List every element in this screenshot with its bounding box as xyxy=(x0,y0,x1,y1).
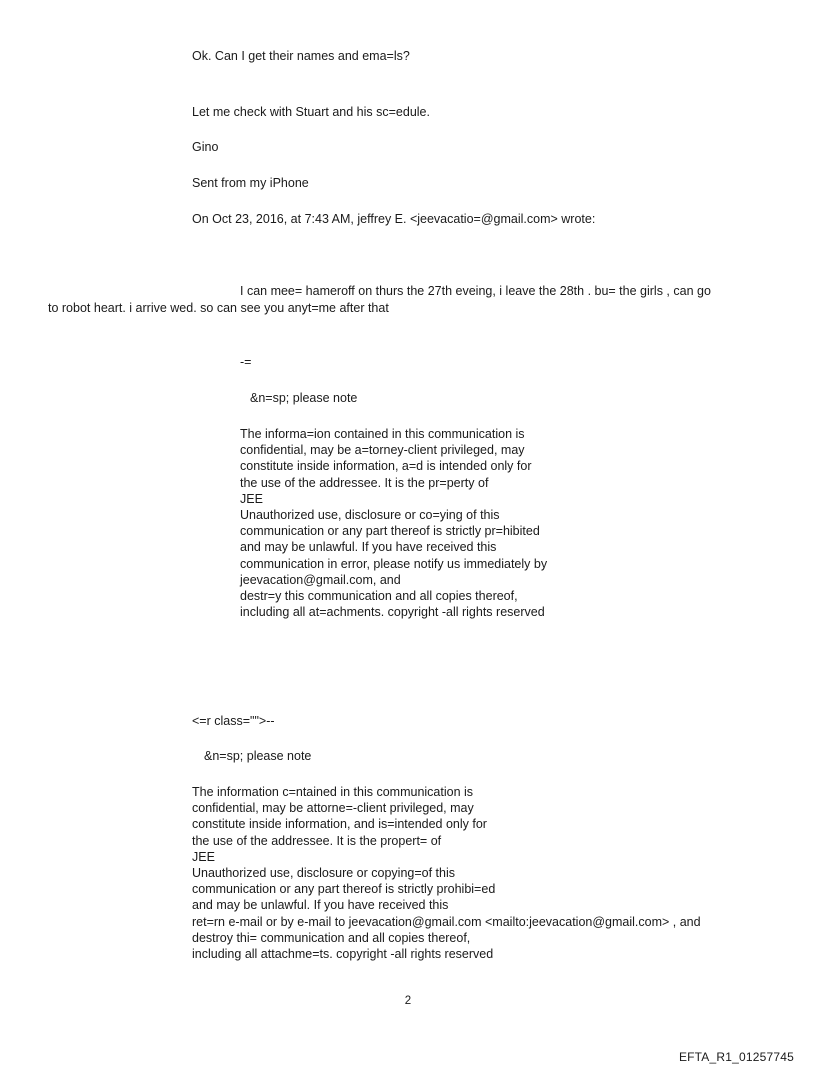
quoted-line-2: to robot heart. i arrive wed. so can see you anyt=me after that xyxy=(48,301,389,315)
disclaimer-2-marker: <=r class="">-- xyxy=(192,714,275,728)
signature: Gino xyxy=(192,140,219,154)
disclaimer-2-line: communication or any part thereof is strictly prohibi=ed xyxy=(192,882,496,897)
disclaimer-2-body xyxy=(192,784,701,962)
quote-header: On Oct 23, 2016, at 7:43 AM, jeffrey E. <jeevacatio=@gmail.com> wrote: xyxy=(192,212,596,226)
disclaimer-2-line: the use of the addressee. It is the propert= of xyxy=(192,833,442,848)
disclaimer-1-line: confidential, may be a=torney-client privileged, may xyxy=(240,443,525,458)
disclaimer-2-line: Unauthorized use, disclosure or copying=of this xyxy=(192,866,455,881)
quoted-line-1: I can mee= hameroff on thurs the 27th eveing, i leave the 28th . bu= the girls , can go xyxy=(240,284,711,298)
disclaimer-1-line: The informa=ion contained in this communication is xyxy=(240,427,525,441)
disclaimer-1-line: constitute inside information, a=d is intended only for xyxy=(240,459,532,474)
disclaimer-2-line: The information c=ntained in this communication is xyxy=(192,785,474,799)
disclaimer-1-line: the use of the addressee. It is the pr=perty of xyxy=(240,475,489,490)
reply-check: Let me check with Stuart and his sc=edule. xyxy=(192,105,430,119)
disclaimer-2-line: ret=rn e-mail or by e-mail to jeevacation@gmail.com <mailto:jeevacation@gmail.com> , and xyxy=(192,914,701,929)
disclaimer-1-line: and may be unlawful. If you have received this xyxy=(240,540,497,555)
disclaimer-2-line: destroy thi= communication and all copies thereof, xyxy=(192,930,471,945)
page-number: 2 xyxy=(404,995,412,1007)
disclaimer-2-heading: &n=sp; please note xyxy=(204,749,312,763)
disclaimer-1-body xyxy=(240,426,547,620)
disclaimer-2-line: and may be unlawful. If you have received this xyxy=(192,898,449,913)
bates-id: EFTA_R1_01257745 xyxy=(678,1050,794,1064)
disclaimer-1-line: destr=y this communication and all copies thereof, xyxy=(240,589,518,604)
disclaimer-2-line: confidential, may be attorne=-client privileged, may xyxy=(192,801,474,816)
disclaimer-1-marker: -= xyxy=(240,355,252,369)
disclaimer-2-line: constitute inside information, and is=intended only for xyxy=(192,817,487,832)
disclaimer-1-line: jeevacation@gmail.com, and xyxy=(240,572,401,587)
disclaimer-1-line: Unauthorized use, disclosure or co=ying of this xyxy=(240,508,500,523)
disclaimer-1-line: including all at=achments. copyright -all rights reserved xyxy=(240,605,545,620)
disclaimer-2-line: including all attachme=ts. copyright -all rights reserved xyxy=(192,947,494,962)
disclaimer-1-line: JEE xyxy=(240,491,263,506)
disclaimer-1-line: communication or any part thereof is strictly pr=hibited xyxy=(240,524,540,539)
disclaimer-1-heading: &n=sp; please note xyxy=(250,391,358,405)
reply-question: Ok. Can I get their names and ema=ls? xyxy=(192,49,410,63)
sent-from: Sent from my iPhone xyxy=(192,176,309,190)
disclaimer-2-line: JEE xyxy=(192,849,215,864)
disclaimer-1-line: communication in error, please notify us immediately by xyxy=(240,556,548,571)
